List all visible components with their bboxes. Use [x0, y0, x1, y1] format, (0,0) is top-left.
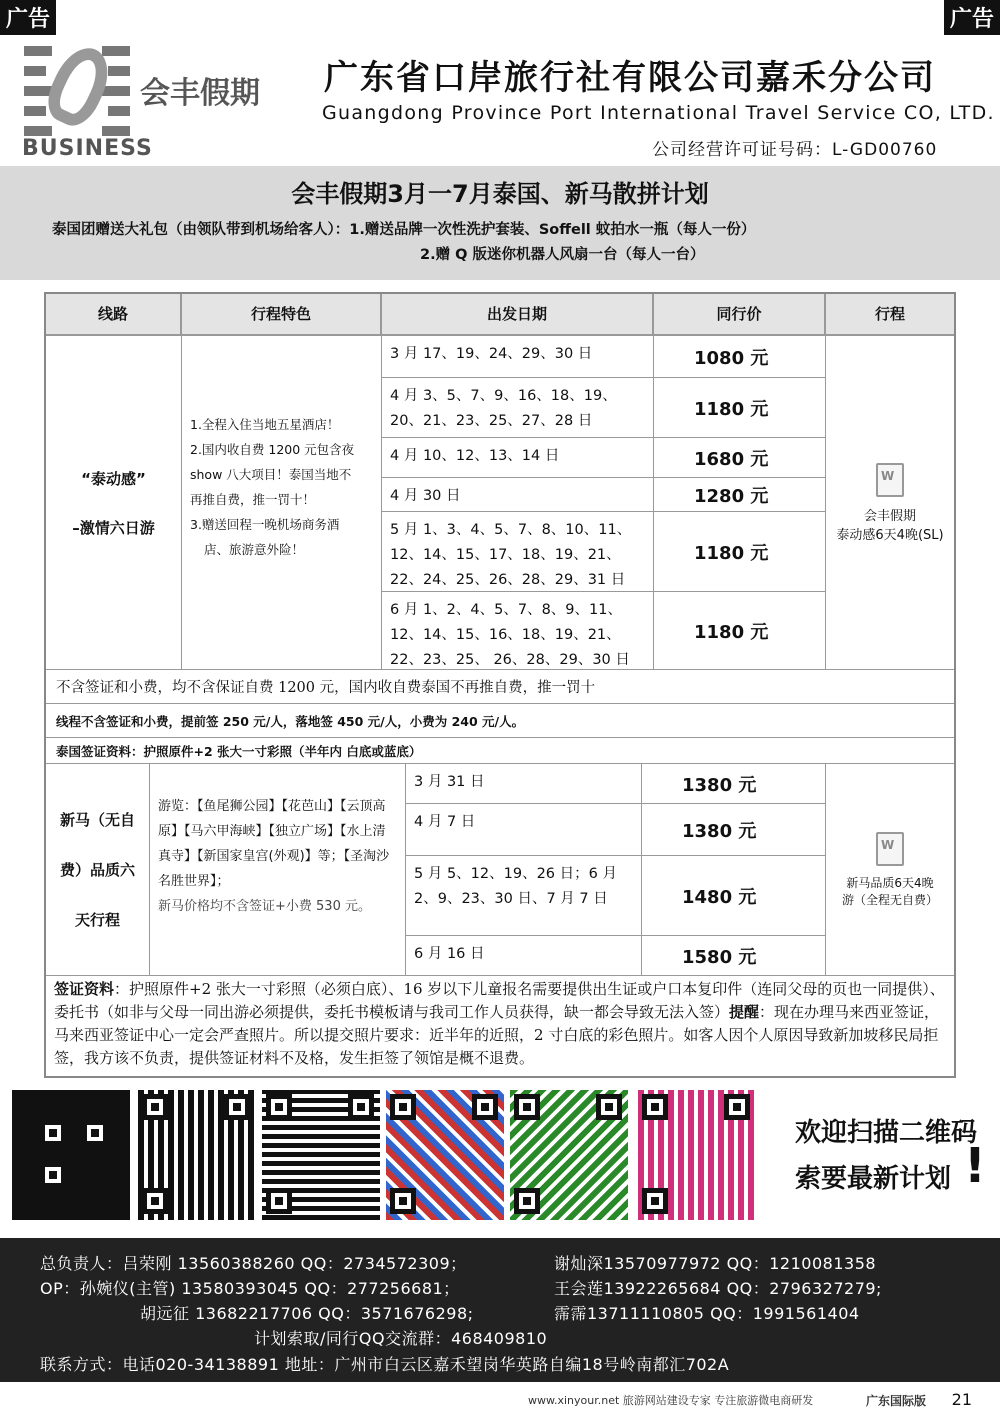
- visa-text: [54, 978, 946, 1070]
- ad-label-right: 广告: [944, 0, 1000, 35]
- scan-line-2: 索要最新计划: [795, 1164, 952, 1194]
- thai-dates: 5 月 1、3、4、5、7、8、10、11、12、14、15、17、18、19、21、22、24、25、26、28、29、31 日: [382, 512, 654, 592]
- header-price: 同行价: [654, 294, 826, 336]
- visa-requirements: ：护照原件+2 张大一寸彩照（必须白底）、16 岁以下儿童报名需要提供出生证或户口本复印件（连同父母的页也一同提供）、委托书（如非与父母一同出游必须提供，委托书模板请与我司工作人员获得，缺一都会导致无法入签）: [54, 980, 945, 1021]
- contact-address: 联系方式：电话020-34138891 地址：广州市白云区嘉禾望岗华英路自编18号岭南都汇702A: [40, 1355, 730, 1374]
- thai-price: 1180 元: [654, 378, 826, 438]
- thai-plan-line1: 会丰假期: [863, 508, 916, 524]
- thai-price: 1280 元: [654, 478, 826, 512]
- xinma-feature-text: 游览：【鱼尾狮公园】【花芭山】【云顶高原】【马六甲海峡】【独立广场】【水上清真寺】【新国家皇宫(外观)】等；【圣淘沙名胜世界】；: [158, 799, 390, 889]
- company-name-en: Guangdong Province Port International Travel Service CO, LTD.: [322, 102, 995, 124]
- xinma-dates: 6 月 16 日: [406, 936, 642, 976]
- header-features: 行程特色: [182, 294, 382, 336]
- xinma-price: 1580 元: [642, 936, 826, 976]
- xinma-price: 1380 元: [642, 804, 826, 856]
- thai-dates: 4 月 3、5、7、9、16、18、19、20、21、23、25、27、28 日: [382, 378, 654, 438]
- xinma-route: [46, 764, 150, 976]
- qq-group: 计划索取/同行QQ交流群：468409810: [254, 1329, 548, 1348]
- xinma-dates: 4 月 7 日: [406, 804, 642, 856]
- logo-wordmark: BUSINESS: [22, 136, 153, 161]
- contact-line: 霈霈13711110805 QQ：1991561404: [554, 1304, 860, 1323]
- contact-line: OP：孙婉仪(主管) 13580393045 QQ：277256681；: [40, 1279, 460, 1298]
- banner-title: 会丰假期3月一7月泰国、新马散拼计划: [291, 180, 709, 208]
- thai-dates: 4 月 10、12、13、14 日: [382, 438, 654, 478]
- contact-footer: [0, 1238, 1000, 1382]
- thai-dates: 6 月 1、2、4、5、7、8、9、11、12、14、15、16、18、19、21、22、23、25、 26、28、29、30 日: [382, 592, 654, 670]
- ad-label-left: 广告: [0, 0, 56, 35]
- qr-code-3[interactable]: [262, 1090, 380, 1220]
- xinma-route-line: 费）品质六: [59, 860, 135, 879]
- document-icon[interactable]: [876, 463, 904, 497]
- contact-line: 总负责人：吕荣刚 13560388260 QQ：2734572309；: [40, 1254, 467, 1273]
- thai-feature: 2.国内收自费 1200 元包含夜: [190, 442, 355, 457]
- thai-dates: 4 月 30 日: [382, 478, 654, 512]
- thai-note-2: 线程不含签证和小费，提前签 250 元/人，落地签 450 元/人，小费为 240 元/人。: [46, 704, 954, 738]
- thai-price: 1680 元: [654, 438, 826, 478]
- reminder-text: ：现在办理马来西亚签证，马来西亚签证中心一定会严查照片。所以提交照片要求：近半年的近照，2 寸白底的彩色照片。如客人因个人原因导致新加坡移民局拒签，我方该不负责，提供签证材料不及格，发生拒签了领馆是概不退费。: [54, 1003, 940, 1067]
- scan-line-1: 欢迎扫描二维码: [795, 1118, 978, 1148]
- visa-section: [46, 978, 954, 1078]
- contact-line: 胡远征 13682217706 QQ：3571676298;: [140, 1304, 474, 1323]
- xinma-plan-line1: 新马品质6天4晚: [846, 875, 934, 890]
- header-dates: 出发日期: [382, 294, 654, 336]
- thai-note-1: 不含签证和小费，均不含保证自费 1200 元，国内收自费泰国不再推自费，推一罚十: [46, 670, 954, 704]
- contact-line: 谢灿深13570977972 QQ：1210081358: [554, 1254, 877, 1273]
- xinma-dates: 3 月 31 日: [406, 764, 642, 804]
- license-number: 公司经营许可证号码：L-GD00760: [652, 140, 938, 160]
- edition-label: 广东国际版: [866, 1394, 927, 1408]
- thai-price: 1180 元: [654, 512, 826, 592]
- thai-feature: 3.赠送回程一晚机场商务酒: [190, 517, 340, 532]
- page-number: 21: [951, 1390, 972, 1409]
- thai-price: 1180 元: [654, 592, 826, 670]
- itinerary-table: [44, 292, 956, 1078]
- qr-code-4[interactable]: [386, 1090, 504, 1220]
- thai-feature: show 八大项目！泰国当地不: [190, 467, 352, 482]
- qr-code-2[interactable]: [138, 1090, 256, 1220]
- xinma-price: 1380 元: [642, 764, 826, 804]
- thai-dates: 3 月 17、19、24、29、30 日: [382, 336, 654, 378]
- thai-plan-line2: 泰动感6天4晚(SL): [836, 527, 944, 543]
- xinma-route-line: 天行程: [74, 910, 120, 929]
- thai-features: [182, 336, 382, 670]
- qr-code-6[interactable]: [638, 1090, 756, 1220]
- gift-line-1: 泰国团赠送大礼包（由领队带到机场给客人）：1.赠送品牌一次性洗护套装、Soffell 蚊拍水一瓶（每人一份）: [52, 222, 756, 238]
- xinma-route-line: 新马（无自: [59, 810, 135, 829]
- xinma-features: [150, 764, 406, 976]
- contact-line: 王会莲13922265684 QQ：2796327279;: [554, 1279, 882, 1298]
- reminder-label: 提醒: [729, 1003, 760, 1021]
- xinma-feature-note: 新马价格均不含签证+小费 530 元。: [158, 899, 371, 914]
- qr-code-5[interactable]: [510, 1090, 628, 1220]
- thai-route-line1: “泰动感”: [81, 469, 146, 488]
- company-name-cn: 广东省口岸旅行社有限公司嘉禾分公司: [324, 58, 936, 98]
- xinma-dates: 5 月 5、12、19、26 日；6 月 2、9、23、30 日、7 月 7 日: [406, 856, 642, 936]
- exclamation-mark: !: [964, 1138, 986, 1194]
- thai-price: 1080 元: [654, 336, 826, 378]
- document-icon[interactable]: [876, 832, 904, 866]
- xinma-plan-line2: 游（全程无自费）: [841, 892, 938, 907]
- qr-code-1[interactable]: [12, 1090, 130, 1220]
- xinma-price: 1480 元: [642, 856, 826, 936]
- site-credit: www.xinyour.net 旅游网站建设专家 专注旅游微电商研发: [528, 1394, 814, 1407]
- thai-plan[interactable]: [826, 336, 954, 670]
- gift-line-2: 2.赠 Q 版迷你机器人风扇一台（每人一台）: [420, 247, 705, 263]
- thai-feature: 再推自费，推一罚十！: [190, 492, 316, 507]
- brand-name: 会丰假期: [140, 76, 260, 111]
- thai-feature: 1.全程入住当地五星酒店！: [190, 417, 340, 432]
- thai-note-3: 泰国签证资料：护照原件+2 张大一寸彩照（半年内 白底或蓝底）: [46, 738, 954, 764]
- thai-route: [46, 336, 182, 670]
- header-plan: 行程: [826, 294, 954, 336]
- thai-feature: 店、旅游意外险！: [204, 542, 305, 557]
- thai-route-line2: –激情六日游: [72, 518, 155, 537]
- scan-prompt: [795, 1110, 977, 1202]
- xinma-plan[interactable]: [826, 764, 954, 976]
- header-route: 线路: [46, 294, 182, 336]
- visa-label: 签证资料: [54, 980, 115, 998]
